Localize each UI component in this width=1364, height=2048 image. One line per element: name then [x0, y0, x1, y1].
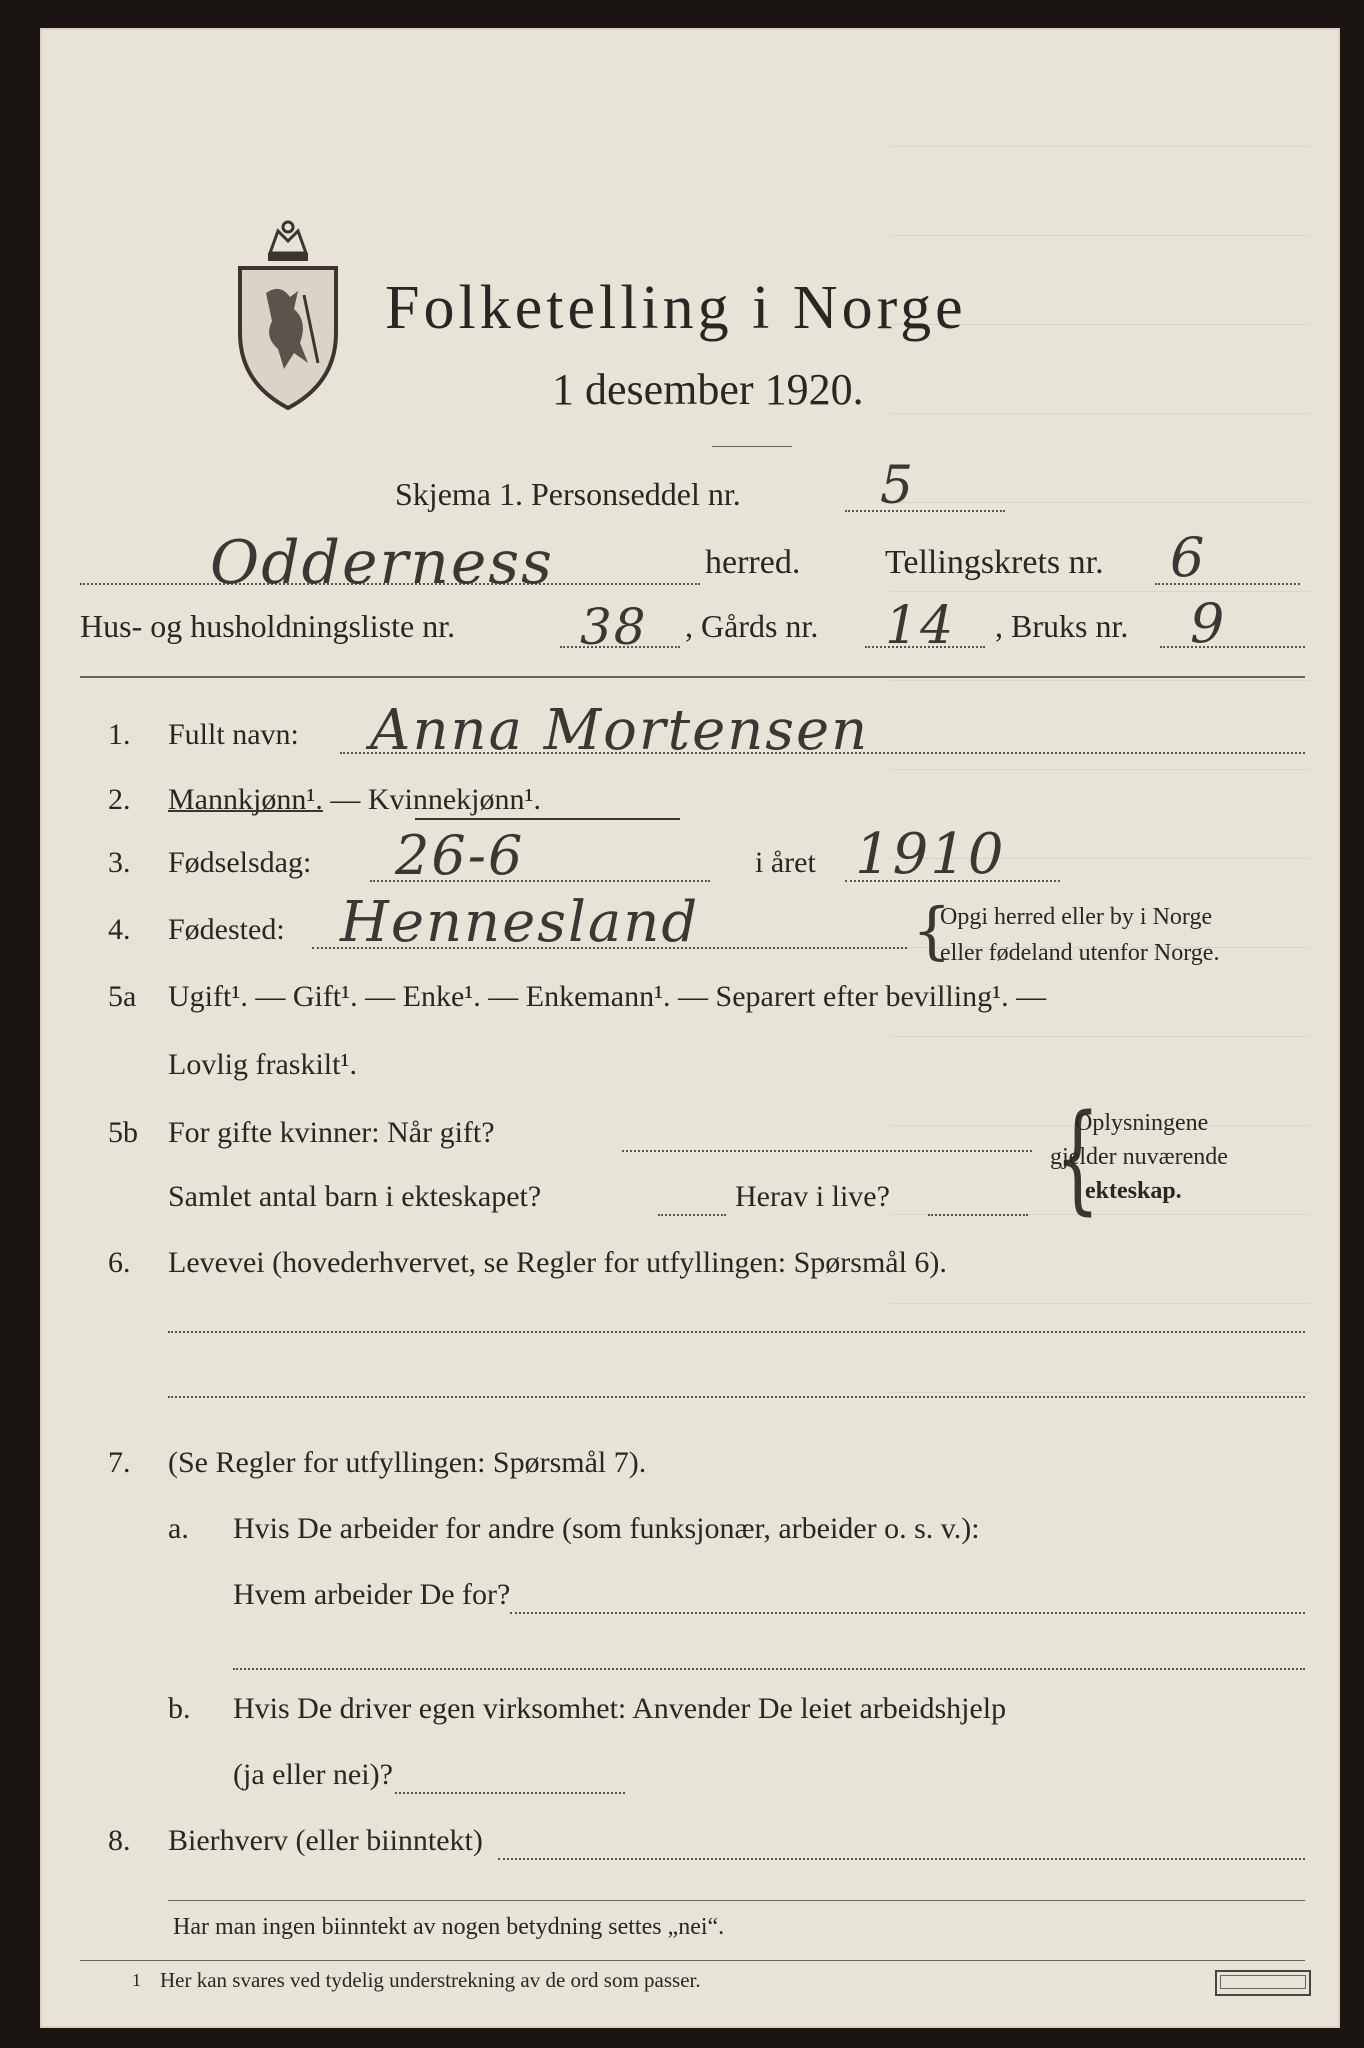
q2-strike-male — [168, 810, 323, 812]
q2-label: Mannkjønn¹. — Kvinnekjønn¹. — [168, 783, 541, 816]
q5b-brace: { — [1055, 1088, 1101, 1226]
q7b-answer-label: (ja eller nei)? — [233, 1758, 393, 1791]
q7-number: 7. — [108, 1446, 131, 1479]
q4-brace: { — [912, 894, 952, 967]
q4-number: 4. — [108, 913, 131, 946]
herred-label: herred. — [705, 544, 801, 581]
q6-answer-line-1 — [168, 1331, 1305, 1333]
q5b-children-line — [658, 1214, 726, 1216]
schema-label: Skjema 1. Personseddel nr. — [395, 476, 741, 512]
q2-underline-female — [415, 818, 680, 820]
bruks-label: , Bruks nr. — [995, 608, 1129, 644]
husliste-label: Hus- og husholdningsliste nr. — [80, 608, 456, 644]
q6-label: Levevei (hovederhvervet, se Regler for utfyllingen: Spørsmål 6). — [168, 1246, 947, 1279]
q3-label: Fødselsdag: — [168, 846, 312, 879]
footnote-marker: 1 — [132, 1970, 141, 1990]
q5b-note-3: ekteskap. — [1085, 1178, 1182, 1204]
q8-label: Bierhverv (eller biinntekt) — [168, 1824, 483, 1857]
gards-value: 14 — [885, 596, 956, 656]
q5b-number: 5b — [108, 1116, 138, 1149]
q7a-who-line — [510, 1612, 1305, 1614]
husliste-value: 38 — [580, 598, 648, 656]
q5b-note-2: gjelder nuværende — [1050, 1144, 1228, 1170]
q3-year-label: i året — [755, 846, 816, 879]
q1-label: Fullt navn: — [168, 718, 299, 751]
footnote-text: Her kan svares ved tydelig understrekning av de ord som passer. — [160, 1968, 701, 1992]
q8-line — [498, 1858, 1305, 1860]
income-note: Har man ingen biinntekt av nogen betydning settes „nei“. — [173, 1914, 725, 1940]
q3-number: 3. — [108, 846, 131, 879]
q1-value: Anna Mortensen — [370, 698, 870, 763]
q7a-extra-line — [233, 1668, 1305, 1670]
q5b-line-2: Samlet antal barn i ekteskapet? — [168, 1180, 542, 1213]
form-title: Folketelling i Norge — [385, 274, 967, 342]
personseddel-line — [845, 510, 1005, 512]
gards-label: , Gårds nr. — [685, 608, 819, 644]
q5b-note-1: Oplysningene — [1075, 1110, 1209, 1136]
norway-coat-of-arms-icon — [228, 213, 348, 413]
printer-stamp — [1215, 1970, 1311, 1996]
tellingskrets-value: 6 — [1170, 526, 1207, 589]
q7-label: (Se Regler for utfyllingen: Spørsmål 7). — [168, 1446, 647, 1479]
bruks-value: 9 — [1190, 592, 1227, 655]
footnote-divider — [80, 1960, 1305, 1961]
q4-note-1: Opgi herred eller by i Norge — [940, 904, 1213, 930]
census-form-sheet — [40, 28, 1340, 2028]
q8-number: 8. — [108, 1824, 131, 1857]
q3-day-value: 26-6 — [395, 824, 525, 887]
q5a-number: 5a — [108, 980, 137, 1013]
q5b-alive-line — [928, 1214, 1028, 1216]
divider — [712, 446, 792, 447]
q7b-text: Hvis De driver egen virksomhet: Anvender De leiet arbeidshjelp — [233, 1692, 1007, 1725]
q5a-line-1: Ugift¹. — Gift¹. — Enke¹. — Enkemann¹. — Separert efter bevilling¹. — — [168, 980, 1047, 1013]
q2-number: 2. — [108, 783, 131, 816]
tellingskrets-label: Tellingskrets nr. — [885, 544, 1104, 581]
q5a-line-2: Lovlig fraskilt¹. — [168, 1048, 357, 1081]
section-divider — [80, 676, 1305, 678]
q3-year-value: 1910 — [855, 822, 1006, 887]
q5b-married-line — [622, 1150, 1032, 1152]
q5b-line-1: For gifte kvinner: Når gift? — [168, 1116, 495, 1149]
q6-number: 6. — [108, 1246, 131, 1279]
q7b-letter: b. — [168, 1692, 191, 1725]
q4-note-2: eller fødeland utenfor Norge. — [940, 940, 1220, 966]
q1-number: 1. — [108, 718, 131, 751]
q7b-answer-line — [395, 1792, 625, 1794]
form-date: 1 desember 1920. — [552, 365, 864, 414]
q7a-who-label: Hvem arbeider De for? — [233, 1578, 511, 1611]
personseddel-value: 5 — [880, 456, 916, 516]
bruks-line — [1160, 646, 1305, 648]
q5b-alive-label: Herav i live? — [735, 1180, 890, 1213]
q7a-text: Hvis De arbeider for andre (som funksjonær, arbeider o. s. v.): — [233, 1512, 980, 1545]
herred-value: Odderness — [210, 528, 554, 598]
q6-answer-line-2 — [168, 1396, 1305, 1398]
q4-value: Hennesland — [340, 890, 700, 955]
q7a-letter: a. — [168, 1512, 189, 1545]
footer-divider — [168, 1900, 1305, 1901]
q4-label: Fødested: — [168, 913, 285, 946]
